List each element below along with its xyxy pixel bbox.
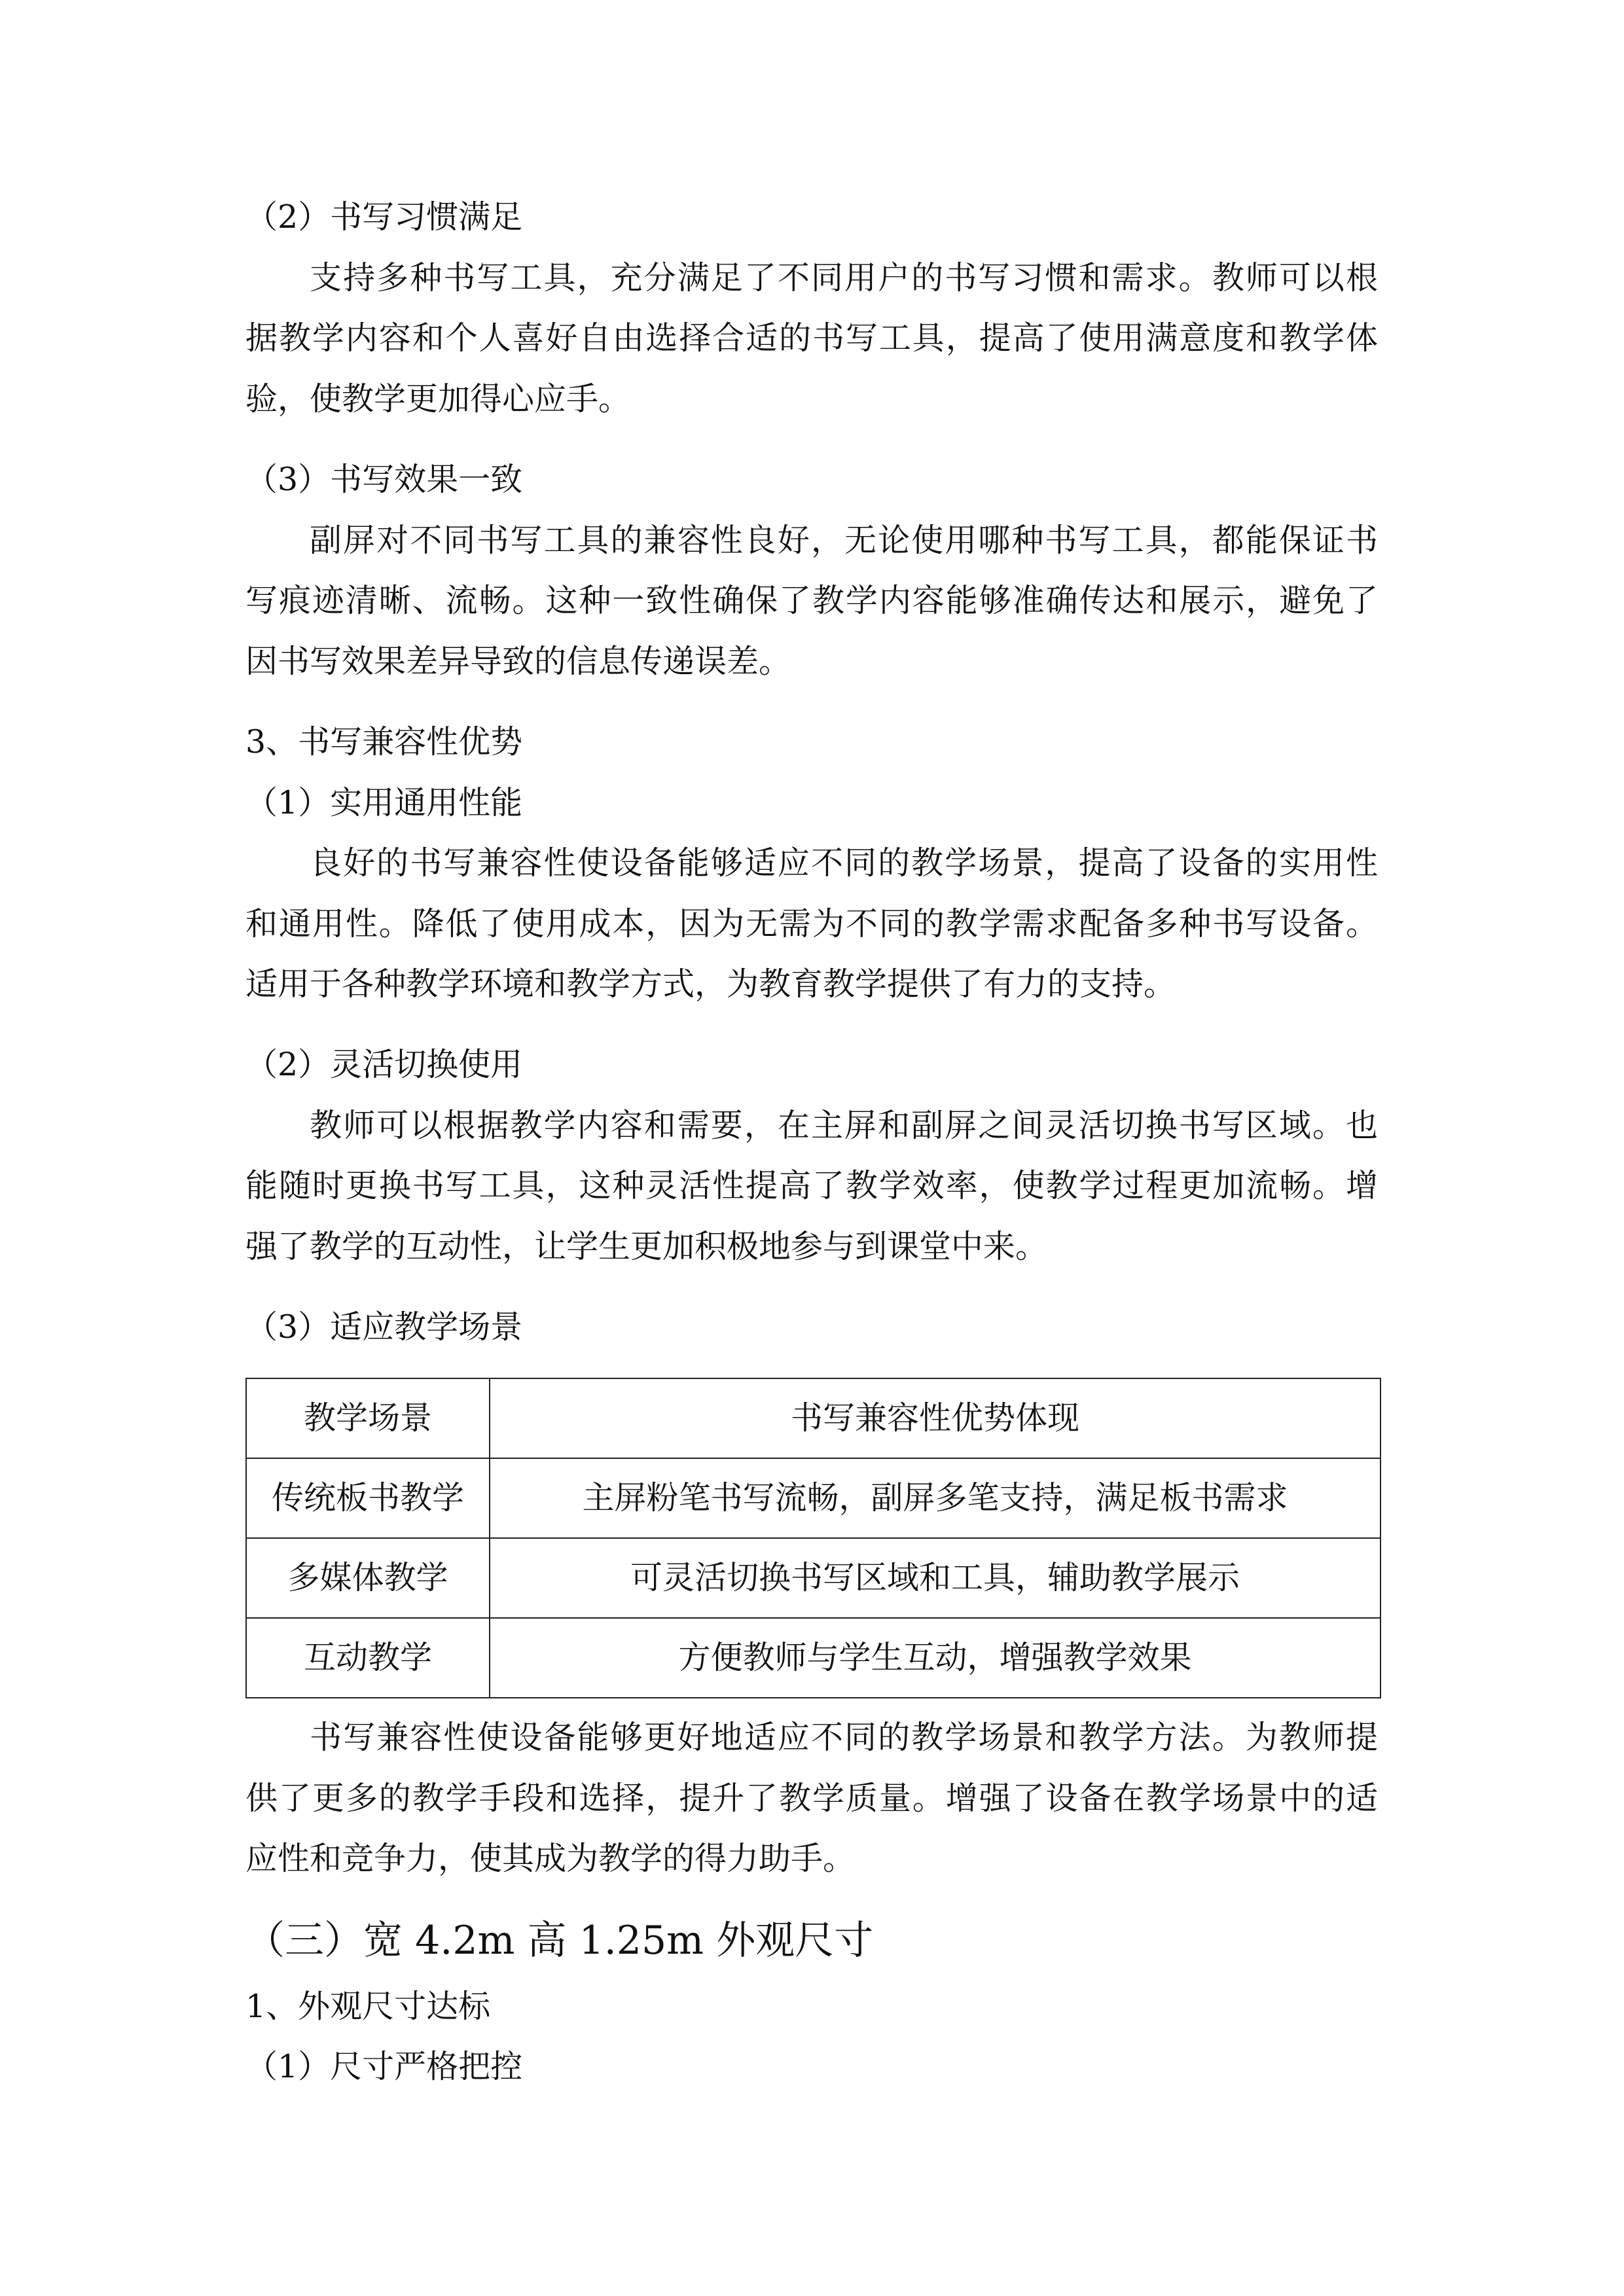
table-cell: 方便教师与学生互动，增强教学效果 (490, 1618, 1380, 1698)
table-cell: 主屏粉笔书写流畅，副屏多笔支持，满足板书需求 (490, 1458, 1380, 1538)
paragraph-line: 副屏对不同书写工具的兼容性良好，无论使用哪种书写工具，都能保证书 (310, 522, 1378, 559)
paragraph-line: 和通用性。降低了使用成本，因为无需为不同的教学需求配备多种书写设备。 (245, 905, 1378, 942)
table-header-row (246, 1378, 1380, 1458)
table-header-cell: 书写兼容性优势体现 (490, 1378, 1380, 1458)
table-cell: 传统板书教学 (246, 1458, 490, 1538)
table-cell: 互动教学 (246, 1618, 490, 1698)
subsection-heading: （2）灵活切换使用 (245, 1046, 523, 1083)
section-heading: 1、外观尺寸达标 (245, 1988, 491, 2025)
paragraph-line: 能随时更换书写工具，这种灵活性提高了教学效率，使教学过程更加流畅。增 (245, 1167, 1378, 1204)
scenario-table (245, 1378, 1381, 1698)
subsection-heading: （3）适应教学场景 (245, 1308, 523, 1346)
paragraph-line: 良好的书写兼容性使设备能够适应不同的教学场景，提高了设备的实用性 (310, 844, 1378, 882)
paragraph-line: 书写兼容性使设备能够更好地适应不同的教学场景和教学方法。为教师提 (310, 1719, 1378, 1756)
table-row (246, 1618, 1380, 1698)
table-cell: 多媒体教学 (246, 1538, 490, 1618)
paragraph-line: 写痕迹清晰、流畅。这种一致性确保了教学内容能够准确传达和展示，避免了 (245, 582, 1378, 619)
subsection-heading: （1）尺寸严格把控 (245, 2048, 523, 2085)
table-cell: 可灵活切换书写区域和工具，辅助教学展示 (490, 1538, 1380, 1618)
subsection-heading: （3）书写效果一致 (245, 461, 523, 498)
paragraph-line: 适用于各种教学环境和教学方式，为教育教学提供了有力的支持。 (245, 965, 1176, 1003)
paragraph-line: 据教学内容和个人喜好自由选择合适的书写工具，提高了使用满意度和教学体 (245, 319, 1378, 357)
section-heading: 3、书写兼容性优势 (245, 723, 523, 761)
paragraph-line: 支持多种书写工具，充分满足了不同用户的书写习惯和需求。教师可以根 (310, 259, 1378, 296)
paragraph-line: 验，使教学更加得心应手。 (245, 380, 631, 418)
table-row (246, 1458, 1380, 1538)
subsection-heading: （1）实用通用性能 (245, 784, 523, 821)
subsection-heading: （2）书写习惯满足 (245, 198, 523, 236)
paragraph-line: 教师可以根据教学内容和需要，在主屏和副屏之间灵活切换书写区域。也 (310, 1107, 1378, 1144)
paragraph-line: 供了更多的教学手段和选择，提升了教学质量。增强了设备在教学场景中的适 (245, 1780, 1378, 1817)
part-heading: （三）宽 4.2m 高 1.25m 外观尺寸 (245, 1918, 874, 1964)
table-row (246, 1538, 1380, 1618)
paragraph-line: 强了教学的互动性，让学生更加积极地参与到课堂中来。 (245, 1228, 1048, 1265)
paragraph-line: 因书写效果差异导致的信息传递误差。 (245, 643, 791, 680)
paragraph-line: 应性和竞争力，使其成为教学的得力助手。 (245, 1840, 856, 1877)
table-header-cell: 教学场景 (246, 1378, 490, 1458)
